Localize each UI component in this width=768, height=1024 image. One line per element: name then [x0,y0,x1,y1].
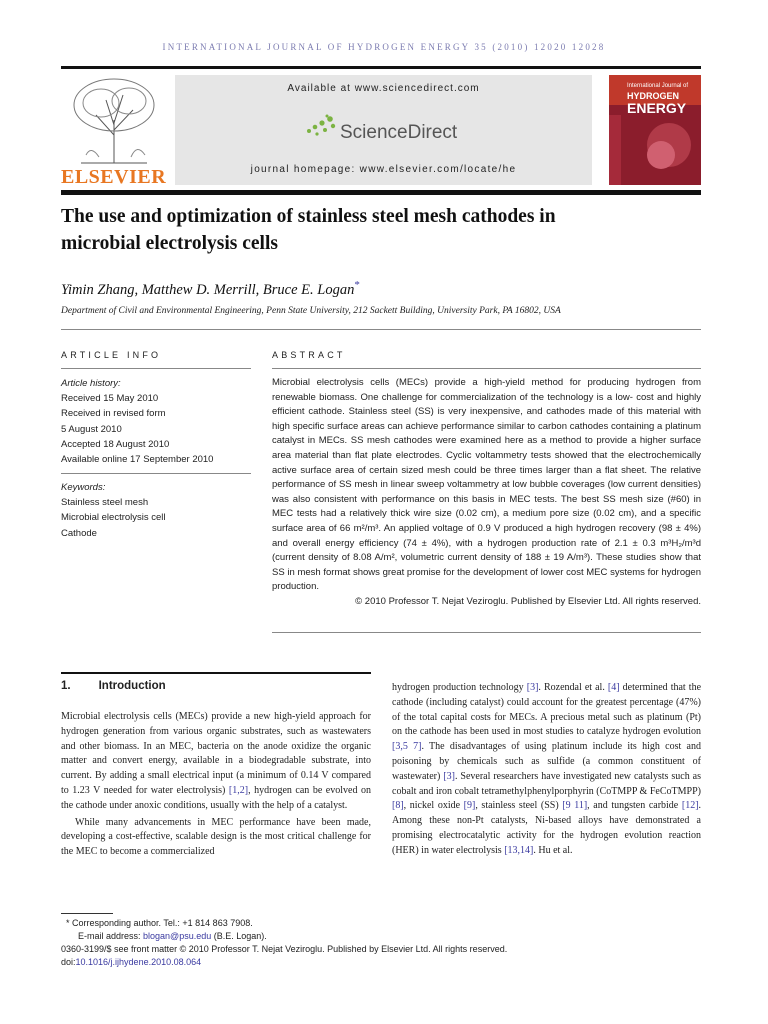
abstract-line: These studies show that SS in mesh format shows great promise for the development of [272,552,701,578]
left-column [61,710,371,860]
keywords-rule [61,473,251,474]
section-number: 1. [61,680,71,692]
article-info-heading: ARTICLE INFO [61,350,162,360]
author-email-link[interactable]: blogan@psu.edu [143,931,212,941]
abstract-line: made of this material with high specific surface areas can achieve performance similar to [272,406,701,432]
body-text: . Rozendal et al. [538,682,608,693]
cover-title-hydrogen: HYDROGEN [627,91,680,101]
issn-line: 0360-3199/$ see front matter © 2010 Professor T. Nejat Veziroglu. Published by Elsevier Ltd. All rights reserved. [61,944,508,954]
history-line: Received in revised form [61,408,166,420]
abstract-line: carbon cathodes containing a platinum catalyst in MECs. SS mesh cathodes were examined [272,420,701,447]
body-text: . The disadvantages of using platinum include its high cost and poisoning by chemicals such as sulfide (a common constituent of wastewater) [392,741,701,782]
abstract-line: voltammetry tests showed that the electrochemically active surface area of certain sized [272,449,701,476]
citation-link[interactable]: [3] [443,770,455,782]
article-title [61,203,711,257]
abstract-line: 2.1 ± 0.3 m³H₂/m³d (current density of 8.08 A/m², volumetric current density of 188 ± 19 A/m³). [272,537,702,564]
abstract-line: Microbial electrolysis cells (MECs) provide a high-yield method for producing hydrogen [272,377,682,388]
body-text: . Hu et al. [533,844,573,856]
corresponding-author-mark[interactable]: * [354,279,360,291]
abstract-line: cost and highly efficient cathode. Stainless steel (SS) is very inexpensive, and cathodes [272,391,701,418]
article-history [61,376,213,467]
available-at-text: Available at www.sciencedirect.com [287,83,480,94]
doi-link[interactable]: 10.1016/j.ijhydene.2010.08.064 [75,957,202,967]
history-label: Article history: [61,378,121,389]
keywords-block [61,480,166,541]
abstract-line: linear sweep voltammetry at low bubble coverages (low current densities) was also [272,479,701,505]
affiliation: Department of Civil and Environmental Engineering, Penn State University, 212 Sackett Building, University Park, PA 16802, USA [61,306,561,316]
email-footnote [78,930,267,943]
keywords-label: Keywords: [61,482,106,493]
citation-link[interactable]: [3,5 7] [392,741,422,753]
email-suffix: (B.E. Logan). [211,931,267,941]
history-line: Accepted 18 August 2010 [61,438,170,450]
abstract-line: surface area of 66 m²/m³. An applied voltage of 0.9 V produced a high hydrogen recovery [272,522,659,534]
cover-title-energy: ENERGY [627,100,687,116]
citation-link[interactable]: [4] [607,682,620,693]
abstract-line: from renewable biomass. One challenge for commercialization of the technology is a low- [272,377,701,403]
citation-link[interactable]: [8] [392,800,404,812]
journal-running-head: INTERNATIONAL JOURNAL OF HYDROGEN ENERGY 35 (2010) 12020 12028 [162,42,606,52]
email-label: E-mail address: [78,931,144,941]
citation-link[interactable]: [9 11] [562,800,588,812]
body-text: , stainless steel (SS) [475,800,563,812]
cover-subtitle: International Journal of [627,83,689,89]
citation-link[interactable]: [9] [463,800,476,812]
keyword: Cathode [61,527,97,539]
section-heading [61,680,166,692]
abstract-line: mesh could be three times larger than a flat sheet. The relative performance of SS mesh in [272,464,702,491]
intro-paragraph-1 [61,710,371,814]
abstract-text [272,376,701,595]
header-bottom-rule [61,190,701,195]
corresponding-footnote: * Corresponding author. Tel.: +1 814 863 7908. [66,918,253,928]
title-line-2: microbial electrolysis cells [61,233,278,254]
journal-homepage-text[interactable]: journal homepage: www.elsevier.com/locate/he [250,164,517,175]
section-title: Introduction [98,680,166,692]
body-text: , nickel oxide [403,800,464,812]
history-line: Available online 17 September 2010 [61,454,214,466]
sciencedirect-dots-icon [303,113,339,144]
intro-paragraph-2: While many advancements in MEC performance have been made, developing a cost-effective, scalable design is the most critical challenge for the MEC to become a commercialized [61,816,371,858]
abstract-line: lower cost MEC systems for hydrogen production. [272,566,701,593]
abstract-bottom-rule [272,632,701,633]
keyword: Stainless steel mesh [61,497,149,509]
abstract-line: consistent with performance on this basis in MEC tests. The best SS mesh size (#60) in MEC [272,493,701,520]
citation-link[interactable]: [3] [526,682,539,693]
cover-artwork [609,115,701,185]
intro-rule [61,672,371,674]
body-text: , hydrogen can be evolved on the cathode under anoxic conditions, usually with the help of a catalyst. [61,784,371,811]
intro-paragraph-3 [392,681,701,859]
citation-link[interactable]: [12] [681,800,699,812]
elsevier-wordmark: ELSEVIER [61,166,167,188]
title-line-1: The use and optimization of stainless steel mesh cathodes in [61,206,556,227]
abstract-copyright: © 2010 Professor T. Nejat Veziroglu. Published by Elsevier Ltd. All rights reserved. [355,595,701,607]
body-text: . Several researchers have investigated new catalysts such as cobalt and iron cobalt tetramethylphenylporphyrin (CoTMPP & FeCoTMPP) [392,770,701,797]
doi-label: doi: [61,957,76,967]
footnote-rule [61,913,113,914]
abstract-heading: ABSTRACT [272,350,346,360]
keyword: Microbial electrolysis cell [61,512,166,524]
journal-cover-image [609,75,701,185]
body-text: determined that the cathode (including catalyst) could account for the greatest percentage (47%) of the total capital costs for MECs. A precious metal such as platinum (Pt) on the cathode has been used in most studies to catalyze hydrogen evolution [392,682,702,738]
author-list [61,279,360,299]
sciencedirect-wordmark: ScienceDirect [340,122,458,143]
header-top-rule [61,66,701,69]
abstract-rule [272,368,701,369]
abstract-body [272,376,701,610]
article-info-rule [61,368,251,369]
citation-link[interactable]: [13,14] [504,844,534,856]
history-line: Received 15 May 2010 [61,393,159,405]
citation-link[interactable]: [1,2] [228,784,249,796]
title-divider [61,329,701,330]
right-column [392,681,701,859]
body-text: , and tungsten carbide [587,800,682,812]
body-text: Microbial electrolysis cells (MECs) provide a new high-yield approach for hydrogen generation from various organic substrates, such as wastewaters and other biomass. In an MEC, bacteria on the anode oxidize the organic matter and convert energy, available in a biodegradable substrate, into current. By adding a small electrical input (a minimum of 0.14 V compared to 1.23 V needed for water electrolysis) [61,711,371,796]
authors-text: Yimin Zhang, Matthew D. Merrill, Bruce E. Logan [61,281,355,298]
abstract-line: tests had a relatively thick wire size (0.02 cm), a medium pore size (0.02 cm), and a specific [296,508,701,520]
doi-line [61,956,201,969]
body-text: hydrogen production technology [392,682,527,693]
abstract-line: (98 ± 4%) and overall energy efficiency (74 ± 4%), with a hydrogen production rate of [272,522,701,549]
history-line: 5 August 2010 [61,423,122,435]
body-text: . Among these non-Pt catalysts, Ni-based alloys have demonstrated a promising electrocatalytic activity for the hydrogen evolution reaction (HER) in water electrolysis [392,800,702,856]
abstract-line: here as a method to provide a higher surface area material than flat plate electrodes. Cyclic [272,435,701,461]
